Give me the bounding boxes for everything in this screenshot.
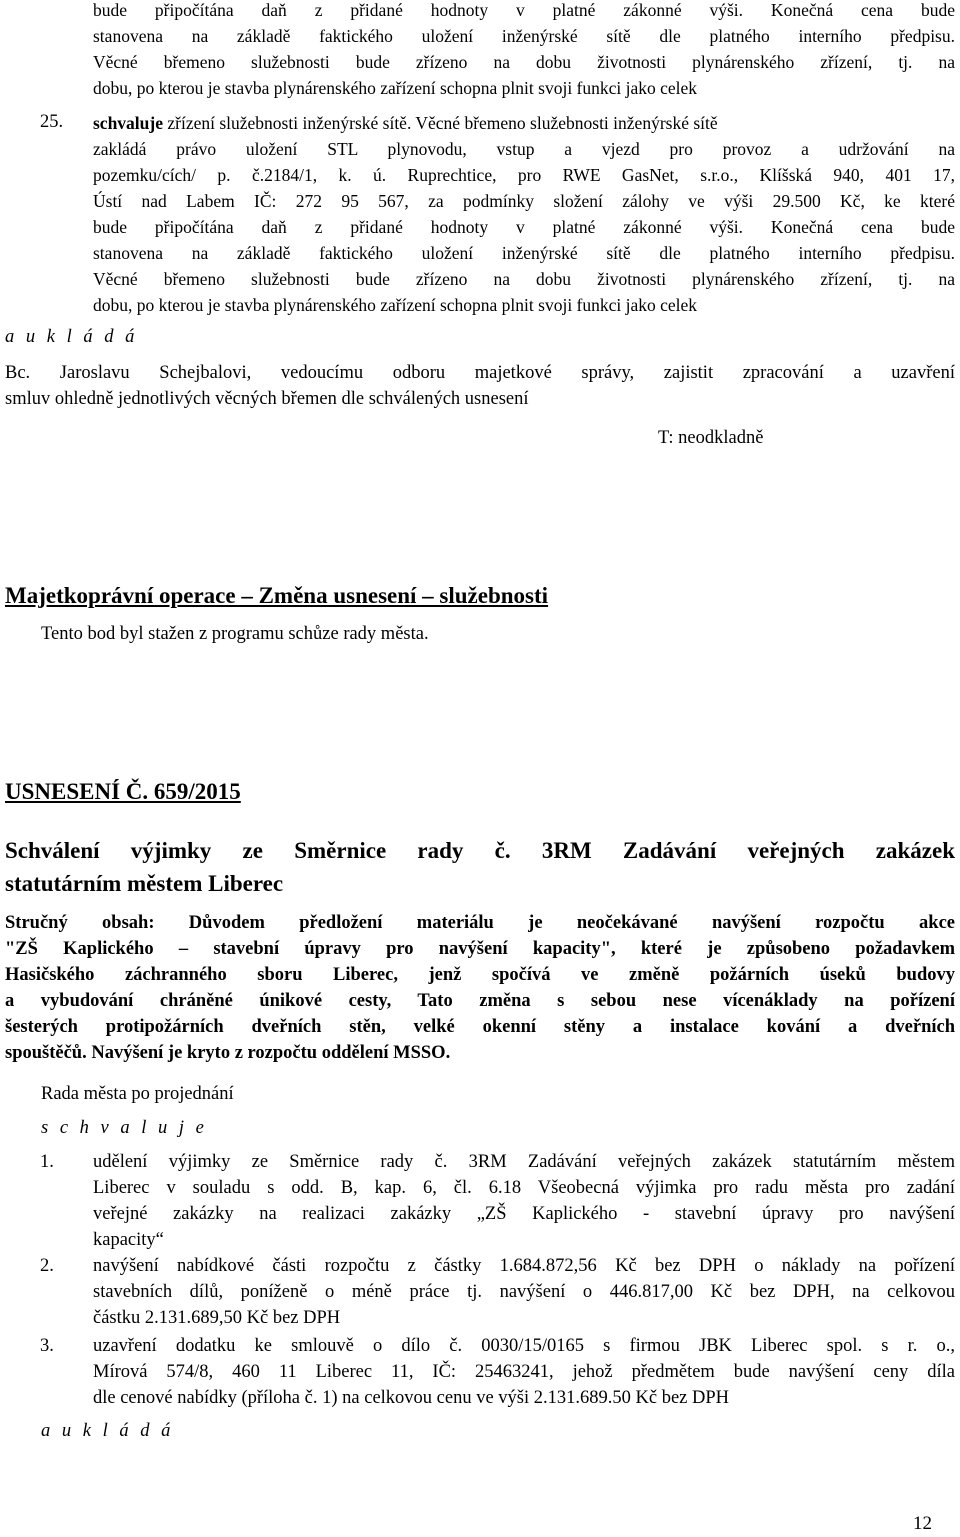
resolution-title: statutárním městem Liberec <box>5 871 284 896</box>
item-line: uzavření dodatku ke smlouvě o dílo č. 0030/15/0165 s firmou JBK Liberec spol. s r. o., <box>93 1336 955 1356</box>
item-25-first-line <box>93 113 955 134</box>
term-text: T: neodkladně <box>658 428 764 448</box>
paragraph-line: zakládá právo uložení STL plynovodu, vstup a vjezd pro provoz a udržování na <box>93 139 955 159</box>
paragraph-line: Věcné břemeno služebnosti bude zřízeno na dobu životnosti plynárenského zřízení, tj. na <box>93 52 955 72</box>
summary-line: Hasičského záchranného sboru Liberec, jenž spočívá ve změně požárních úseků budovy <box>5 965 955 985</box>
summary-line: spouštěčů. Navýšení je kryto z rozpočtu oddělení MSSO. <box>5 1043 451 1063</box>
item-25-tail: Věcné břemeno služebnosti inženýrské sítě <box>411 113 718 133</box>
page-number: 12 <box>913 1513 932 1534</box>
uklada-label: a u k l á d á <box>5 327 138 347</box>
item-number: 3. <box>40 1336 54 1356</box>
intro-text: Rada města po projednání <box>41 1084 234 1104</box>
item-line: Liberec v souladu s odd. B, kap. 6, čl. 6.18 Všeobecná výjimka pro radu města pro zadání <box>93 1178 955 1198</box>
section-heading: Majetkoprávní operace – Změna usnesení – služebnosti <box>5 583 549 608</box>
paragraph-line: bude připočítána daň z přidané hodnoty v platné zákonné výši. Konečná cena bude <box>93 0 955 20</box>
section-note: Tento bod byl stažen z programu schůze rady města. <box>41 624 429 644</box>
summary-line: Stručný obsah: Důvodem předložení materiálu je neočekávané navýšení rozpočtu akce <box>5 913 955 933</box>
item-line: částku 2.131.689,50 Kč bez DPH <box>93 1308 341 1328</box>
paragraph-line: Věcné břemeno služebnosti bude zřízeno na dobu životnosti plynárenského zřízení, tj. na <box>93 269 955 289</box>
item-25-lead: zřízení služebnosti inženýrské sítě. <box>163 113 412 133</box>
summary-line: šesterých protipožárních dveřních stěn, velké okenní stěny a instalace kování a dveřních <box>5 1017 955 1037</box>
summary-line: a vybudování chráněné únikové cesty, Tato změna s sebou nese vícenáklady na pořízení <box>5 991 955 1011</box>
paragraph-line: pozemku/cích/ p. č.2184/1, k. ú. Ruprechtice, pro RWE GasNet, s.r.o., Klíšská 940, 401 17, <box>93 165 955 185</box>
paragraph-line: stanovena na základě faktického uložení inženýrské sítě dle platného interního předpisu. <box>93 26 955 46</box>
task-line: Bc. Jaroslavu Schejbalovi, vedoucímu odboru majetkové správy, zajistit zpracování a uzavření <box>5 363 955 383</box>
paragraph-line: dobu, po kterou je stavba plynárenského zařízení schopna plnit svoji funkci jako celek <box>93 78 698 98</box>
task-line: smluv ohledně jednotlivých věcných břemen dle schválených usnesení <box>5 389 529 409</box>
paragraph-line: Ústí nad Labem IČ: 272 95 567, za podmínky složení zálohy ve výši 29.500 Kč, ke které <box>93 191 955 211</box>
item-line: veřejné zakázky na realizaci zakázky „ZŠ Kaplického - stavební úpravy pro navýšení <box>93 1204 955 1224</box>
item-line: dle cenové nabídky (příloha č. 1) na celkovou cenu ve výši 2.131.689.50 Kč bez DPH <box>93 1388 730 1408</box>
resolution-number: USNESENÍ Č. 659/2015 <box>5 779 241 804</box>
item-number: 1. <box>40 1152 54 1172</box>
paragraph-line: stanovena na základě faktického uložení inženýrské sítě dle platného interního předpisu. <box>93 243 955 263</box>
item-line: stavebních dílů, poníženě o méně práce tj. navýšení o 446.817,00 Kč bez DPH, na celkovou <box>93 1282 955 1302</box>
item-line: udělení výjimky ze Směrnice rady č. 3RM Zadávání veřejných zakázek statutárním městem <box>93 1152 955 1172</box>
item-line: navýšení nabídkové části rozpočtu z částky 1.684.872,56 Kč bez DPH o náklady na pořízení <box>93 1256 955 1276</box>
schvaluje-label: schvaluje <box>93 113 163 133</box>
schvaluje-heading: s c h v a l u j e <box>41 1118 208 1138</box>
uklada-label: a u k l á d á <box>41 1421 174 1441</box>
item-line: kapacity“ <box>93 1230 164 1250</box>
resolution-title: Schválení výjimky ze Směrnice rady č. 3RM Zadávání veřejných zakázek <box>5 838 955 863</box>
item-line: Mírová 574/8, 460 11 Liberec 11, IČ: 25463241, jehož předmětem bude navýšení ceny díla <box>93 1362 955 1382</box>
paragraph-line: bude připočítána daň z přidané hodnoty v platné zákonné výši. Konečná cena bude <box>93 217 955 237</box>
item-number: 25. <box>40 112 64 132</box>
summary-line: "ZŠ Kaplického – stavební úpravy pro navýšení kapacity", které je způsobeno požadavkem <box>5 939 955 959</box>
paragraph-line: dobu, po kterou je stavba plynárenského zařízení schopna plnit svoji funkci jako celek <box>93 295 698 315</box>
item-number: 2. <box>40 1256 54 1276</box>
